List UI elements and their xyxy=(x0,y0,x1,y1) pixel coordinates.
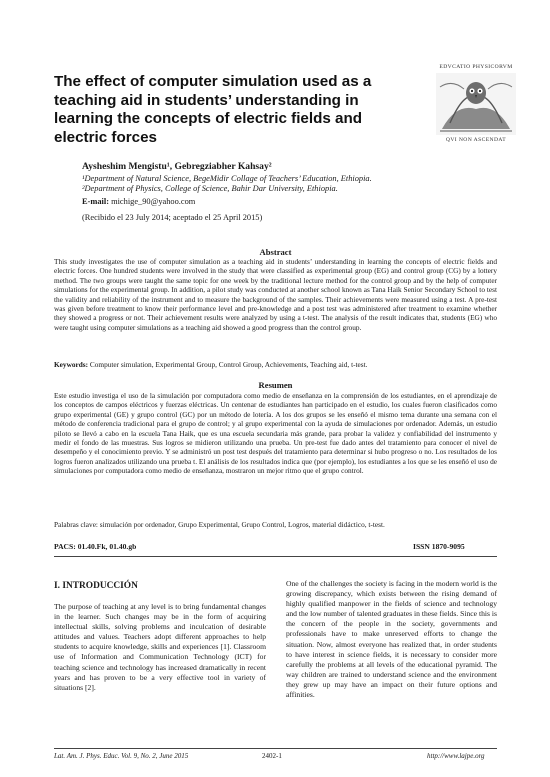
keywords xyxy=(54,360,497,369)
abstract-heading: Abstract xyxy=(259,247,292,257)
palabras-clave: Palabras clave: simulación por ordenador, Grupo Experimental, Grupo Control, Logros, material didáctico, t-test. xyxy=(54,520,385,529)
footer-page-number: 2402-1 xyxy=(262,752,282,760)
footer-url[interactable]: http://www.lajpe.org xyxy=(427,752,485,760)
received-date: (Recibido el 23 July 2014; aceptado el 25 April 2015) xyxy=(82,213,263,222)
paper-title: The effect of computer simulation used as a teaching aid in students’ understanding in learning the concepts of electric fields and electric forces xyxy=(54,73,372,146)
pacs-codes: PACS: 01.40.Fk, 01.40.gb xyxy=(54,542,137,551)
authors: Aysheshim Mengistu¹, Gebregziabher Kahsay² xyxy=(82,161,272,172)
abstract-text: This study investigates the use of computer simulation as a teaching aid in students’ understanding in learning the concepts of electric fields and electric forces. One hundred students were involved in the study that were classified as experimental group (EG) and control group (CG) by a lottery method. The two groups were taught the same topic for one week by the traditional lecture method for the control group and by the help of computer simulations for the experimental group. In addition, a pilot study was conducted at another school known as Tana Haik Senior Secondary School to test the validity and reliability of the instrument and to measure the background of the samples. Their achievements were measured using a test. A pre-test was given before treatment to know their performance level and pre-knowledge and a post test was administered after treatment to examine whether they showed a progress or not. Their achievement results were analyzed by using a t-test. The analysis of the result indicates that, students (EG) who were taught using computer simulations as a teaching aid showed a good progress than the control group. xyxy=(54,257,497,332)
email-address[interactable]: michige_90@yahoo.com xyxy=(111,197,196,206)
resumen-heading: Resumen xyxy=(258,380,293,390)
logo-top-text: EDVCATIO PHYSICORVM xyxy=(439,64,513,70)
keywords-text: Computer simulation, Experimental Group, Control Group, Achievements, Teaching aid, t-test. xyxy=(89,360,368,369)
intro-right-column: One of the challenges the society is facing in the modern world is the growing discrepancy, which exists between the rising demand of highly qualified manpower in the fields of science and technology and the low number of talented graduates in these fields. Since this is the concern of the people in the society, governments and professionals have to make unreserved efforts to change the situation. Now, almost everyone has realized that, in order students to have interest in science fields, it is necessary to consider more carefully the problems at all levels of the educational pyramid. The way children are trained to understand science and the environment they grew up may have an impact on their future options and affinities. xyxy=(286,579,497,700)
header-divider xyxy=(54,556,497,557)
email-label: E-mail: xyxy=(82,197,109,206)
logo-bottom-text: QVI NON ASCENDAT xyxy=(445,137,507,143)
affiliation-2: ²Department of Physics, College of Science, Bahir Dar University, Ethiopia. xyxy=(82,184,338,193)
keywords-label: Keywords: xyxy=(54,360,89,369)
intro-left-column: The purpose of teaching at any level is to bring fundamental changes in the learner. Such changes may be in the form of acquiring intellectual skills, solving problems and inculcation of desirable attitudes and values. Teachers adopt different approaches to help students to acquire knowledge, skills and experiences [1]. Classroom use of Information and Communication Technology (ICT) for teaching science and technology has increased dramatically in recent years and has proven to be a very effective tool in variety of situations [2]. xyxy=(54,602,266,692)
footer-divider xyxy=(54,748,497,749)
owl-emblem-icon xyxy=(436,73,516,135)
issn: ISSN 1870-9095 xyxy=(413,542,465,551)
footer-journal: Lat. Am. J. Phys. Educ. Vol. 9, No. 2, June 2015 xyxy=(54,752,189,760)
resumen-text: Este estudio investiga el uso de la simulación por computadora como medio de enseñanza en la comprensión de los estudiantes, en el aprendizaje de los conceptos de campos eléctricos y fuerzas eléctricas. Un centenar de estudiantes han participado en el estudio, los cuales fueron clasificados como grupo experimental (GE) y grupo control (GC) por un método de lotería. A los dos grupos se les enseñó el mismo tema durante una semana con el método de conferencia tradicional para el grupo de control; y al grupo experimental con la ayuda de simulaciones por ordenador. Además, un estudio piloto se llevó a cabo en la escuela Tana Haik, que es una escuela secundaria más grande, para probar la validez y confiabilidad del instrumento y medir el fondo de las muestras. Sus logros se midieron utilizando una prueba. Un pre-test fue dado antes del tratamiento para conocer el nivel de desempeño y el conocimiento previo. Y se administró un post test después del tratamiento para determinar si hubo progreso o no. Los resultados de los logros fueron analizados utilizando una prueba t. El análisis de los resultados indica que (por ejemplo), los estudiantes a los que se les enseñó el uso de simulaciones por computadora como medio de enseñanza, mostraron un mejor ritmo que el grupo control. xyxy=(54,391,497,476)
affiliation-1: ¹Department of Natural Science, BegeMidir Collage of Teachers’ Education, Ethiopia. xyxy=(82,174,372,183)
intro-heading: I. INTRODUCCIÓN xyxy=(54,581,138,591)
journal-logo xyxy=(428,64,524,146)
email-line xyxy=(82,197,195,206)
